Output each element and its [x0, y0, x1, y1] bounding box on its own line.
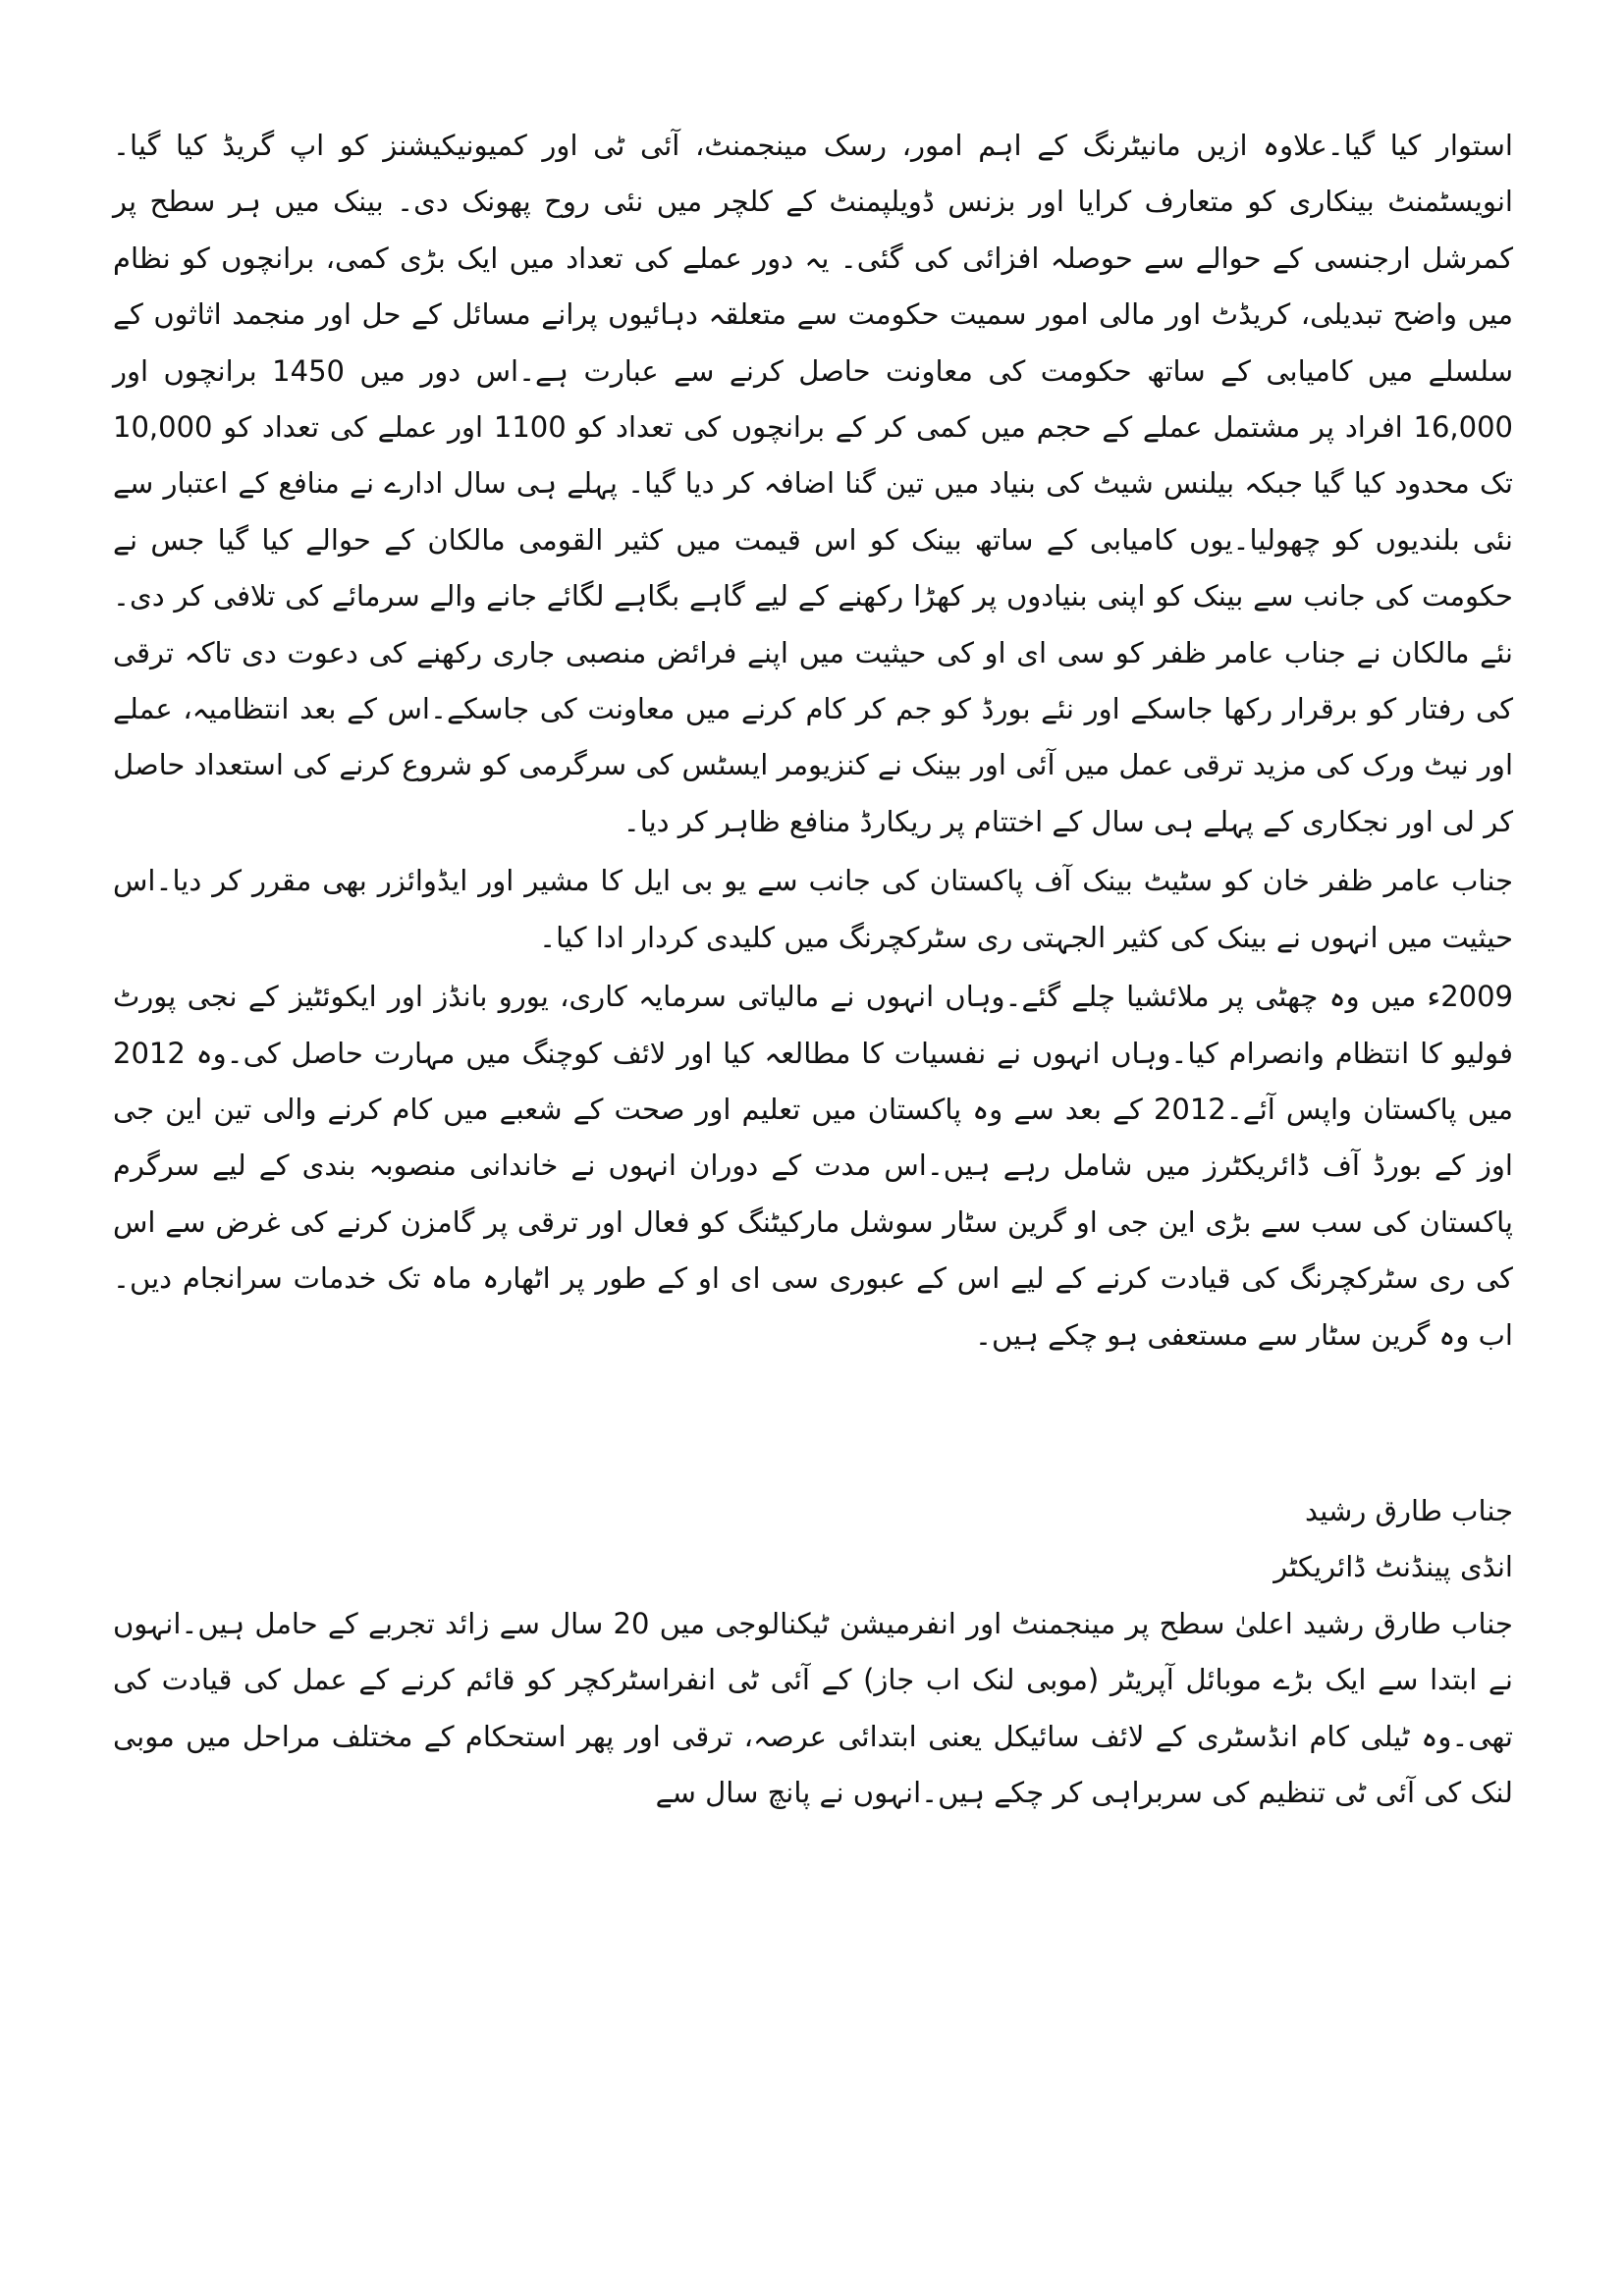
director-designation: انڈی پینڈنٹ ڈائریکٹر — [1273, 1550, 1513, 1584]
section-gap — [113, 1363, 1513, 1483]
director-bio: جناب طارق رشید اعلیٰ سطح پر مینجمنٹ اور انفرمیشن ٹیکنالوجی میں 20 سال سے زائد تجربے کے حامل ہیں۔انہوں نے ابتدا سے ایک بڑے موبائل آپریٹر (موبی لنک اب جاز) کے آئی ٹی انفراسٹرکچر کو قائم کرنے کے عمل کی قیادت کی تھی۔وہ ٹیلی کام انڈسٹری کے لائف سائیکل یعنی ابتدائی عرصہ، ترقی اور پھر استحکام کے مختلف مراحل میں موبی لنک کی آئی ٹی تنظیم کی سربراہی کر چکے ہیں۔انہوں نے پانچ سال سے — [113, 1606, 1513, 1809]
page-content — [113, 118, 1513, 1821]
director-name: جناب طارق رشید — [1305, 1493, 1513, 1527]
paragraph-aamir-zafar-career: استوار کیا گیا۔علاوہ ازیں مانیٹرنگ کے اہم امور، رسک مینجمنٹ، آئی ٹی اور کمیونیکیشنز کو اپ گریڈ کیا گیا۔انویسٹمنٹ بینکاری کو متعارف کرایا اور بزنس ڈویلپمنٹ کے کلچر میں نئی روح پھونک دی۔ بینک میں ہر سطح پر کمرشل ارجنسی کے حوالے سے حوصلہ افزائی کی گئی۔ یہ دور عملے کی تعداد میں ایک بڑی کمی، برانچوں کو نظام میں واضح تبدیلی، کریڈٹ اور مالی امور سمیت حکومت سے متعلقہ دہائیوں پرانے مسائل کے حل اور منجمد اثاثوں کے سلسلے میں کامیابی کے ساتھ حکومت کی معاونت حاصل کرنے سے عبارت ہے۔اس دور میں 1450 برانچوں اور 16,000 افراد پر مشتمل عملے کے حجم میں کمی کر کے برانچوں کی تعداد کو 1100 اور عملے کی تعداد کو 10,000 تک محدود کیا گیا جبکہ بیلنس شیٹ کی بنیاد میں تین گنا اضافہ کر دیا گیا۔ پہلے ہی سال ادارے نے منافع کے اعتبار سے نئی بلندیوں کو چھولیا۔یوں کامیابی کے ساتھ بینک کو اس قیمت میں کثیر القومی مالکان کے حوالے کیا گیا جس نے حکومت کی جانب سے بینک کو اپنی بنیادوں پر کھڑا رکھنے کے لیے گاہے بگاہے لگائے جانے والے سرمائے کی تلافی کر دی۔ نئے مالکان نے جناب عامر ظفر کو سی ای او کی حیثیت میں اپنے فرائض منصبی جاری رکھنے کی دعوت دی تاکہ ترقی کی رفتار کو برقرار رکھا جاسکے اور نئے بورڈ کو جم کر کام کرنے میں معاونت کی جاسکے۔اس کے بعد انتظامیہ، عملے اور نیٹ ورک کی مزید ترقی عمل میں آئی اور بینک نے کنزیومر ایسٹس کی سرگرمی کو شروع کرنے کی استعداد حاصل کر لی اور نجکاری کے پہلے ہی سال کے اختتام پر ریکارڈ منافع ظاہر کر دیا۔ — [113, 129, 1514, 838]
paragraph-malaysia-and-ngos: 2009ء میں وہ چھٹی پر ملائشیا چلے گئے۔وہاں انہوں نے مالیاتی سرمایہ کاری، یورو بانڈز اور ایکوئٹیز کے نجی پورٹ فولیو کا انتظام وانصرام کیا۔وہاں انہوں نے نفسیات کا مطالعہ کیا اور لائف کوچنگ میں مہارت حاصل کی۔وہ 2012 میں پاکستان واپس آئے۔2012 کے بعد سے وہ پاکستان میں تعلیم اور صحت کے شعبے میں کام کرنے والی تین این جی اوز کے بورڈ آف ڈائریکٹرز میں شامل رہے ہیں۔اس مدت کے دوران انہوں نے خاندانی منصوبہ بندی کے لیے سرگرم پاکستان کی سب سے بڑی این جی او گرین سٹار سوشل مارکیٹنگ کو فعال اور ترقی پر گامزن کرنے کی غرض سے اس کی ری سٹرکچرنگ کی قیادت کرنے کے لیے اس کے عبوری سی ای او کے طور پر اٹھارہ ماہ تک خدمات سرانجام دیں۔اب وہ گرین سٹار سے مستعفی ہو چکے ہیں۔ — [113, 980, 1513, 1352]
paragraph-state-bank-advisor: جناب عامر ظفر خان کو سٹیٹ بینک آف پاکستان کی جانب سے یو بی ایل کا مشیر اور ایڈوائزر بھی مقرر کر دیا۔اس حیثیت میں انہوں نے بینک کی کثیر الجہتی ری سٹرکچرنگ میں کلیدی کردار ادا کیا۔ — [113, 864, 1513, 954]
